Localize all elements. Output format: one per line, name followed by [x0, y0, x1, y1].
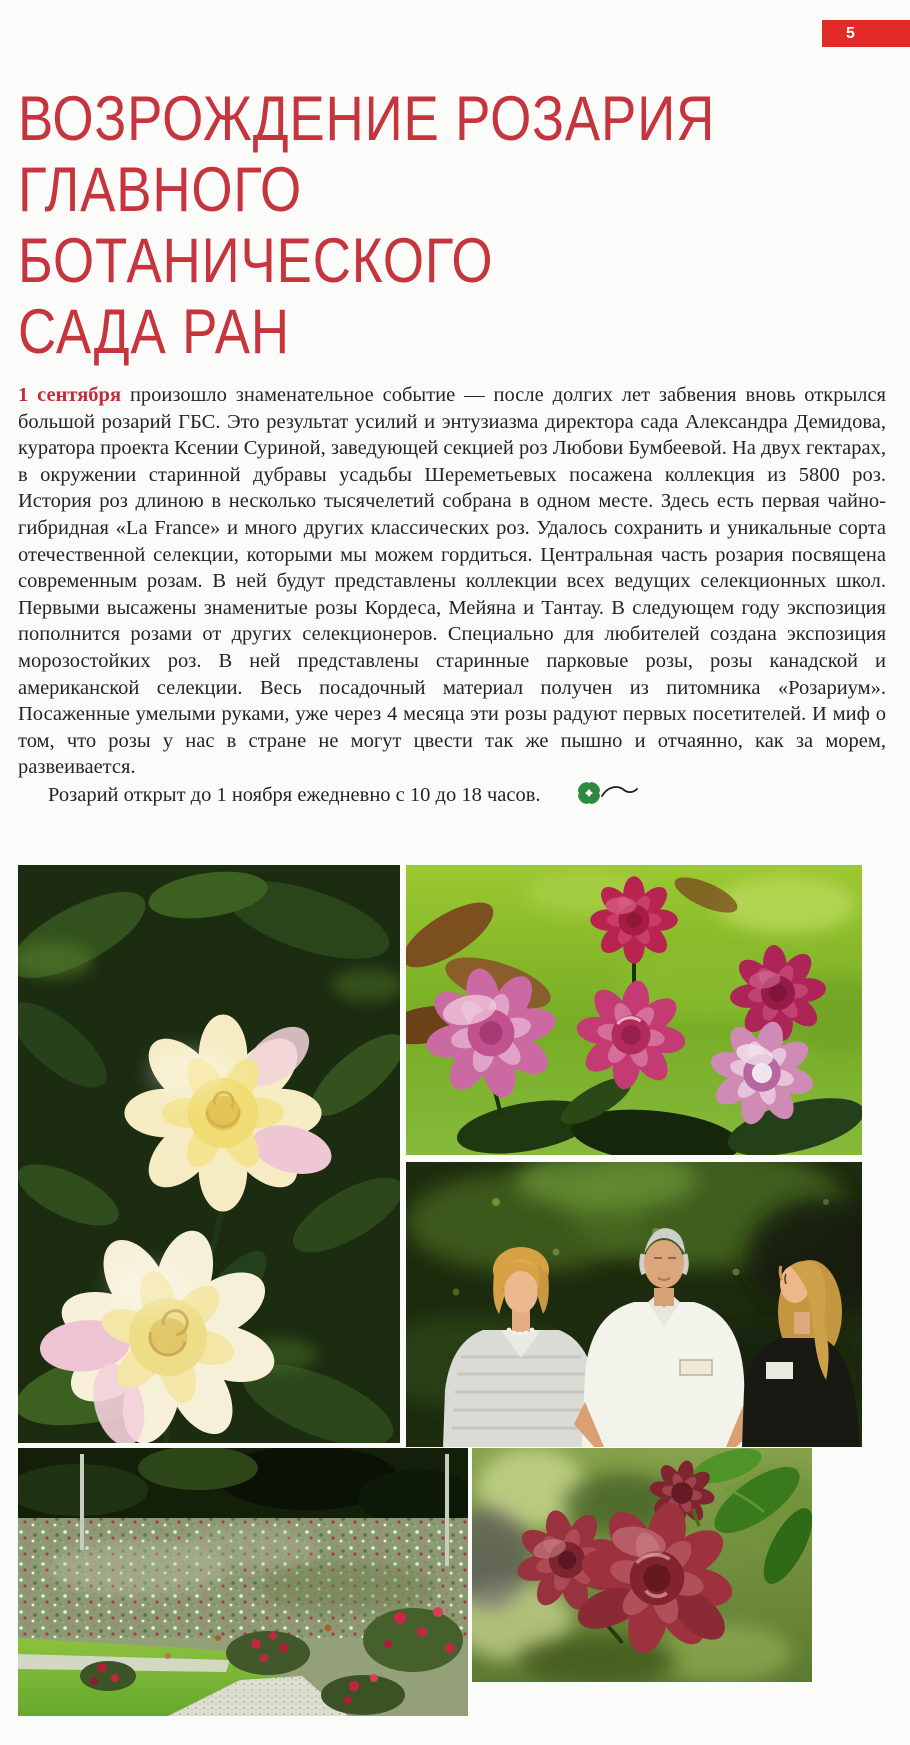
- page-number-badge: [822, 20, 910, 47]
- title-line-2: ГЛАВНОГО: [18, 155, 302, 225]
- page-title: [18, 84, 848, 368]
- title-line-3: БОТАНИЧЕСКОГО: [18, 226, 494, 296]
- flourish-swoosh: [602, 787, 637, 796]
- article-text: произошло знаменательное событие — после долгих лет забвения вновь открылся большой розарий ГБС. Это результат усилий и энтузиазма директора сада Александра Демидова, куратора проекта Ксении Суриной, заведующей секцией роз Любови Бумбеевой. На двух гектарах, в окружении старинной дубравы усадьбы Шереметьевых посажена коллекция из 5800 роз. История роз длиною в несколько тысячелетий собрана в одном месте. Здесь есть первая чайно-гибридная «La France» и много других классических роз. Удалось сохранить и уникальные сорта отечественной селекции, которыми мы можем гордиться. Центральная часть розария посвящена современным розам. В ней будут представлены коллекции всех ведущих селекционных школ. Первыми высажены знаменитые розы Кордеса, Мейяна и Тантау. В следующем году экспозиция пополнится розами от других селекционеров. Специально для любителей создана экспозиция морозостойких роз. В ней представлены старинные парковые розы, розы канадской и американской селекции. Весь посадочный материал получен из питомника «Розариум». Посаженные умелыми руками, уже через 4 месяца эти розы радуют первых посетителей. И миф о том, что розы у нас в стране не могут цвести так же пышно и отчаянно, как за морем, развеивается.: [18, 384, 886, 779]
- article-lead-date: 1 сентября: [18, 384, 122, 406]
- title-line-1: ВОЗРОЖДЕНИЕ РОЗАРИЯ: [18, 84, 716, 154]
- title-line-4: САДА РАН: [18, 297, 290, 367]
- end-of-article-mark: [547, 781, 639, 813]
- closing-text: Розарий открыт до 1 ноября ежедневно с 10 до 18 часов.: [48, 783, 541, 806]
- photo-red-roses-closeup: [472, 1448, 812, 1682]
- pole-right: [445, 1454, 449, 1566]
- pole-left: [80, 1454, 84, 1550]
- photo-pink-roses: [406, 865, 862, 1155]
- magenta-rose-top: [590, 876, 678, 964]
- article-closing-line: [18, 781, 886, 813]
- photo-yellow-roses: [18, 865, 400, 1443]
- article-paragraph: [18, 382, 886, 781]
- photo-rose-garden-view: [18, 1448, 468, 1716]
- page-number: 5: [846, 25, 855, 42]
- clover-icon: [577, 781, 639, 805]
- article-body: [18, 382, 886, 813]
- photo-people-in-garden: [406, 1162, 862, 1447]
